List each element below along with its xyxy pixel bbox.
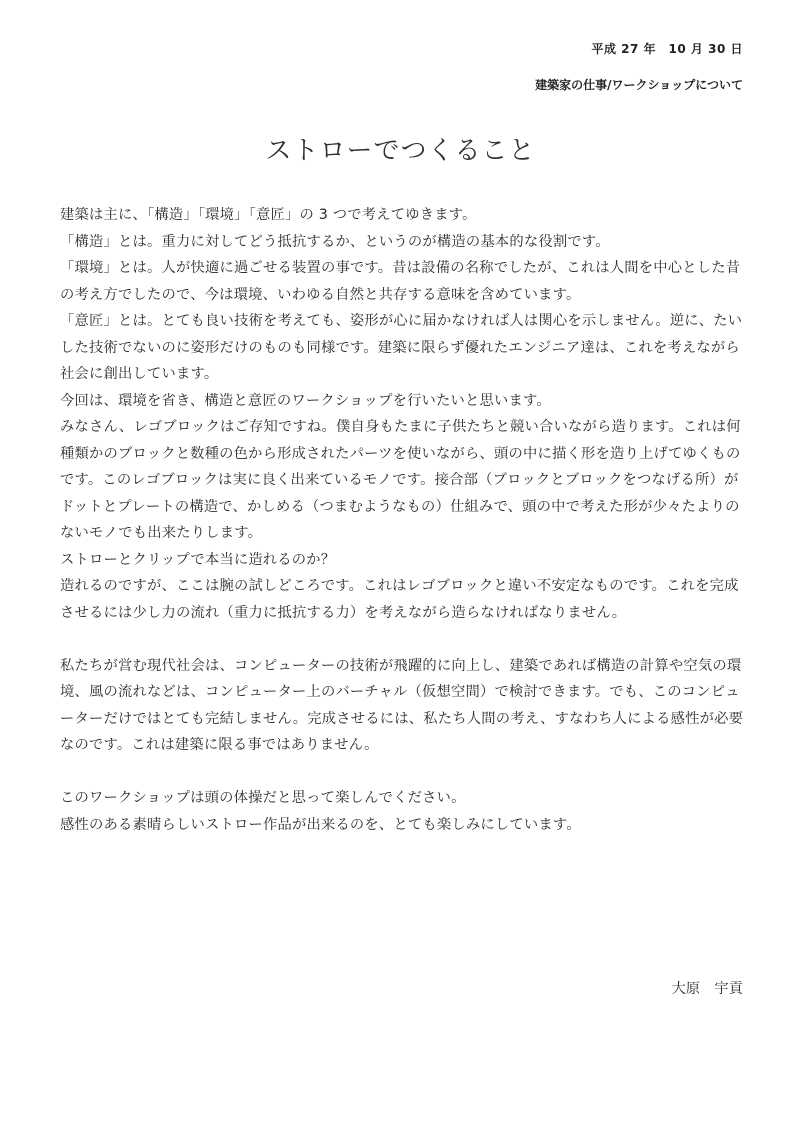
author-signature: 大原 宇貢 [671, 981, 743, 997]
paragraph-modern-society: 私たちが営む現代社会は、コンピューターの技術が飛躍的に向上し、建築であれば構造の計算や空気の環境、風の流れなどは、コンピューター上のバーチャル（仮想空間）で検討できます。でも、このコンピューターだけではとても完結しません。完成させるには、私たち人間の考え、すなわち人による感性が必要なのです。これは建築に限る事ではありません。 [60, 657, 744, 753]
paragraph-answer: 造れるのですが、ここは腕の試しどころです。これはレゴブロックと違い不安定なものです。これを完成させるには少し力の流れ（重力に抵抗する力）を考えながら造らなければなりません。 [60, 578, 739, 621]
document-subject: 建築家の仕事/ワークショップについて [535, 78, 743, 92]
paragraph-design: 「意匠」とは。とても良い技術を考えても、姿形が心に届かなければ人は関心を示しません。逆に、たいした技術でないのに姿形だけのものも同様です。建築に限らず優れたエンジニア達は、これを考えながら社会に創出しています。 [60, 313, 743, 382]
paragraph-environment: 「環境」とは。人が快適に過ごせる装置の事です。昔は設備の名称でしたが、これは人間を中心とした昔の考え方でしたので、今は環境、いわゆる自然と共存する意味を含めています。 [60, 260, 741, 303]
paragraph-intro: 建築は主に、「構造」「環境」「意匠」の 3 つで考えてゆきます。 [60, 207, 477, 223]
document-body [60, 202, 748, 838]
paragraph-structure: 「構造」とは。重力に対してどう抵抗するか、というのが構造の基本的な役割です。 [60, 233, 610, 250]
paragraph-question: ストローとクリップで本当に造れるのか？ [60, 551, 336, 568]
document-date: 平成 27 年 10 月 30 日 [591, 42, 743, 56]
paragraph-lego: みなさん、レゴブロックはご存知ですね。僕自身もたまに子供たちと競い合いながら造ります。これは何種類かのブロックと数種の色から形成されたパーツを使いながら、頭の中に描く形を造り上げてゆくものです。このレゴブロックは実に良く出来ているモノです。接合部（ブロックとブロックをつなげる所）がドットとプレートの構造で、かしめる（つまむようなもの）仕組みで、頭の中で考えた形が少々たよりのないモノでも出来たりします。 [60, 419, 741, 541]
paragraph-workshop-plan: 今回は、環境を省き、構造と意匠のワークショップを行いたいと思います。 [60, 392, 551, 409]
paragraph-closing: 感性のある素晴らしいストロー作品が出来るのを、とても楽しみにしています。 [60, 816, 581, 833]
document-title: ストローでつくること [265, 136, 536, 166]
paragraph-enjoy: このワークショップは頭の体操だと思って楽しんでください。 [60, 790, 466, 806]
